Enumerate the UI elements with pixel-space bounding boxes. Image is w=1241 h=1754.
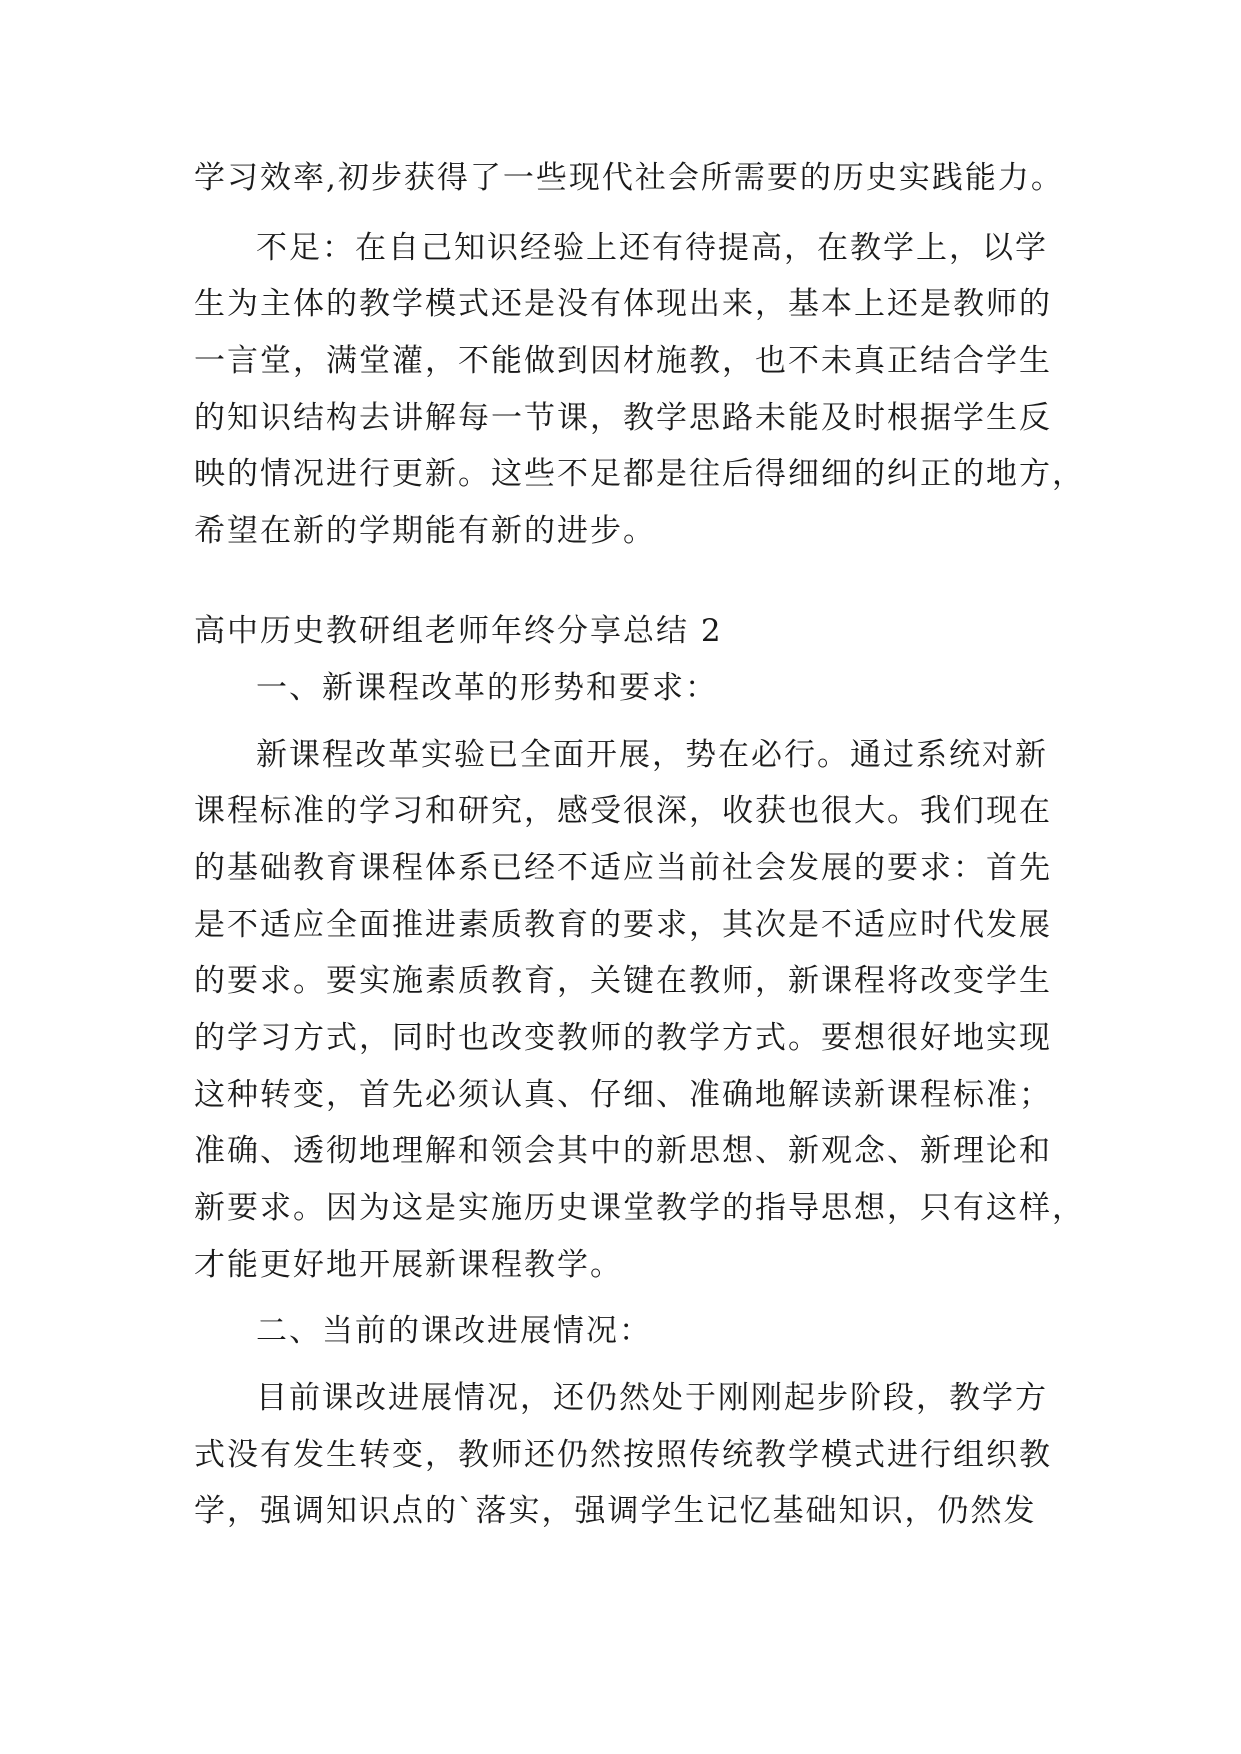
text-line: 这种转变，首先必须认真、仔细、准确地解读新课程标准； xyxy=(194,1077,1052,1113)
text-line: 希望在新的学期能有新的进步。 xyxy=(194,513,656,549)
paragraph-progress-start: 目前课改进展情况，还仍然处于刚刚起步阶段，教学方 xyxy=(256,1380,1048,1416)
paragraph-reform-start: 新课程改革实验已全面开展，势在必行。通过系统对新 xyxy=(256,737,1048,773)
text-line: 学，强调知识点的`落实，强调学生记忆基础知识，仍然发 xyxy=(194,1493,1037,1529)
subheading-progress: 二、当前的课改进展情况： xyxy=(256,1313,652,1349)
text-line: 课程标准的学习和研究，感受很深，收获也很大。我们现在 xyxy=(194,793,1052,829)
text-line: 映的情况进行更新。这些不足都是往后得细细的纠正的地方， xyxy=(194,456,1085,492)
text-line: 的知识结构去讲解每一节课，教学思路未能及时根据学生反 xyxy=(194,400,1052,436)
text-line: 学习效率,初步获得了一些现代社会所需要的历史实践能力。 xyxy=(194,160,1064,196)
text-line: 的学习方式，同时也改变教师的教学方式。要想很好地实现 xyxy=(194,1020,1052,1056)
text-line: 准确、透彻地理解和领会其中的新思想、新观念、新理论和 xyxy=(194,1133,1052,1169)
text-line: 新要求。因为这是实施历史课堂教学的指导思想，只有这样， xyxy=(194,1190,1085,1226)
section-title: 高中历史教研组老师年终分享总结 2 xyxy=(194,613,723,649)
text-line: 生为主体的教学模式还是没有体现出来，基本上还是教师的 xyxy=(194,286,1052,322)
text-line: 的要求。要实施素质教育，关键在教师，新课程将改变学生 xyxy=(194,963,1052,999)
subheading-reform-situation: 一、新课程改革的形势和要求： xyxy=(256,670,718,706)
text-line: 一言堂，满堂灌，不能做到因材施教，也不未真正结合学生 xyxy=(194,343,1052,379)
text-line: 是不适应全面推进素质教育的要求，其次是不适应时代发展 xyxy=(194,907,1052,943)
text-line: 的基础教育课程体系已经不适应当前社会发展的要求：首先 xyxy=(194,850,1052,886)
text-line: 才能更好地开展新课程教学。 xyxy=(194,1247,623,1283)
text-line: 式没有发生转变，教师还仍然按照传统教学模式进行组织教 xyxy=(194,1437,1052,1473)
paragraph-shortcomings-start: 不足：在自己知识经验上还有待提高，在教学上，以学 xyxy=(256,230,1048,266)
